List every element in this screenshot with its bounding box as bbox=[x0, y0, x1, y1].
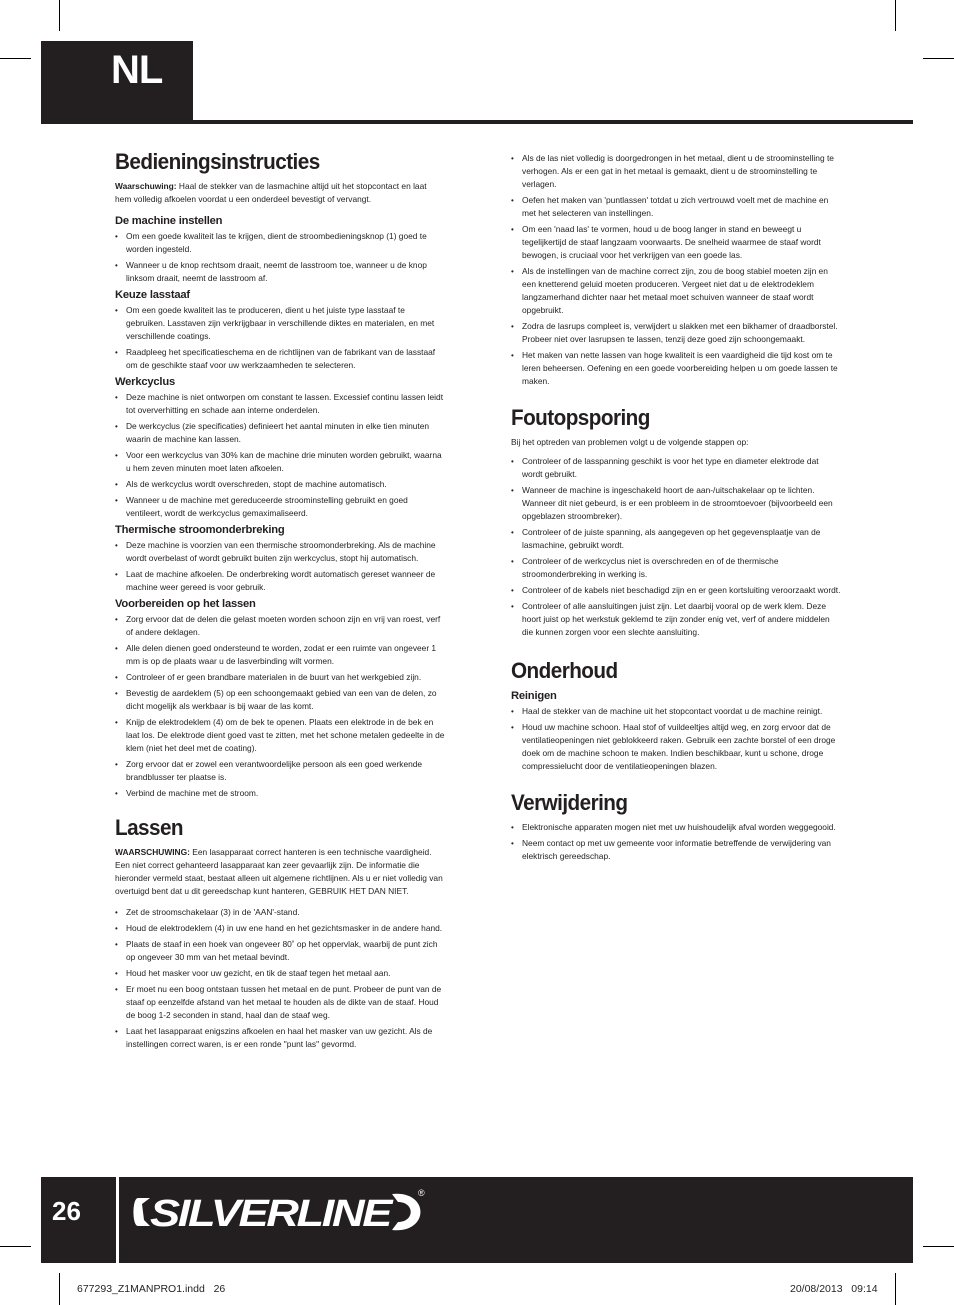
list-foutopsporing bbox=[511, 455, 841, 639]
silverline-logo-graphic bbox=[130, 1186, 430, 1238]
crop-mark bbox=[923, 1246, 954, 1247]
right-column bbox=[511, 152, 841, 866]
list-item: • De werkcyclus (zie specificaties) definieert het aantal minuten in elke tien minuten waarin de machine kan lassen. bbox=[115, 420, 445, 446]
section-title-verwijdering: Verwijdering bbox=[511, 790, 628, 815]
list-item: • Deze machine is voorzien van een thermische stroomonderbreking. Als de machine wordt overbelast of wordt gebruikt buiten zijn werkcyclus, stopt hij automatisch. bbox=[115, 539, 445, 565]
section-title-bedieningsinstructies: Bedieningsinstructies bbox=[115, 149, 320, 174]
list-item: • Alle delen dienen goed ondersteund te worden, zodat er een ruimte van ongeveer 1 mm is op de plaats waar u de lasverbinding wilt vormen. bbox=[115, 642, 445, 668]
list-item: • Zorg ervoor dat de delen die gelast moeten worden schoon zijn en vrij van roest, verf of andere deklagen. bbox=[115, 613, 445, 639]
list-thermische bbox=[115, 539, 445, 594]
list-item: • Zorg ervoor dat er zowel een verantwoordelijke persoon als een goed werkende brandblusser ter plaatse is. bbox=[115, 758, 445, 784]
list-item: • Houd uw machine schoon. Haal stof of vuildeeltjes altijd weg, en zorg ervoor dat de ventilatieopeningen niet geblokkeerd raken. Gebruik een zachte borstel of een droge doek om de machine schoon te maken. Indien beschikbaar, kunt u schone, droge compressielucht door de ventilatieopeningen blazen. bbox=[511, 721, 841, 773]
header-rule bbox=[41, 120, 913, 124]
list-lassen-continued bbox=[511, 152, 841, 388]
list-item: • Controleer of de werkcyclus niet is overschreden en of de thermische stroomonderbreking in werking is. bbox=[511, 555, 841, 581]
list-item: • Als de las niet volledig is doorgedrongen in het metaal, dient u de stroominstelling te verhogen. Als er een gat in het metaal is gemaakt, dient u de stroominstelling te verlagen. bbox=[511, 152, 841, 191]
list-item: • Controleer of de kabels niet beschadigd zijn en er geen kortsluiting veroorzaakt wordt. bbox=[511, 584, 841, 597]
warning-text: Haal de stekker van de lasmachine altijd uit het stopcontact en laat hem volledig afkoelen voordat u een onderdeel bevestigt of vervangt. bbox=[115, 181, 427, 204]
list-item: • Controleer of er geen brandbare materialen in de buurt van het werkgebied zijn. bbox=[115, 671, 445, 684]
list-item: • Controleer of alle aansluitingen juist zijn. Let daarbij vooral op de werk klem. Deze hoort juist op het werkstuk geklemd te zijn zonder enig vet, verf of andere middelen die kunnen zorgen voor een slechte aansluiting. bbox=[511, 600, 841, 639]
crop-mark bbox=[0, 58, 31, 59]
list-onderhoud bbox=[511, 705, 841, 773]
crop-mark bbox=[59, 0, 60, 31]
list-item: • Houd de elektrodeklem (4) in uw ene hand en het gezichtsmasker in de andere hand. bbox=[115, 922, 445, 935]
section-title-onderhoud: Onderhoud bbox=[511, 658, 618, 683]
list-item: • Als de instellingen van de machine correct zijn, zou de boog stabiel moeten zijn en een knetterend geluid moeten produceren. Vergeet niet dat u de elektrodeklem langzamerhand dichter naar het metaal moet schuiven wanneer de staaf wordt opgebruikt. bbox=[511, 265, 841, 317]
list-item: • Laat het lasapparaat enigszins afkoelen en haal het masker van uw gezicht. Als de instellingen correct waren, is er een ronde "punt las" gevormd. bbox=[115, 1025, 445, 1051]
list-item: • Plaats de staaf in een hoek van ongeveer 80˚ op het oppervlak, waarbij de punt zich op ongeveer 30 mm van het metaal bevindt. bbox=[115, 938, 445, 964]
lassen-warning-text: Een lasapparaat correct hanteren is een technische vaardigheid. Een niet correct gehanteerd lasapparaat kan zeer gevaarlijk zijn. De informatie die hieronder vermeld staat, bestaat alleen uit algemene richtlijnen. Als u er niet volledig van overtuigd bent dat u dit gereedschap kunt hanteren, GEBRUIK HET DAN NIET. bbox=[115, 847, 443, 896]
crop-mark bbox=[895, 1273, 896, 1305]
list-item: • Wanneer u de knop rechtsom draait, neemt de lasstroom toe, wanneer u de knop linksom draait, neemt de lasstroom af. bbox=[115, 259, 445, 285]
list-item: • Elektronische apparaten mogen niet met uw huishoudelijk afval worden weggegooid. bbox=[511, 821, 841, 834]
list-item: • Zodra de lasrups compleet is, verwijdert u slakken met een bikhamer of draadborstel. Probeer niet over lasrupsen te lassen, tenzij deze goed zijn schoongemaakt. bbox=[511, 320, 841, 346]
list-item: • Er moet nu een boog ontstaan tussen het metaal en de punt. Probeer de punt van de staaf op eenzelfde afstand van het metaal te houden als de dikte van de staaf. Houd de boog 1-2 seconden in stand, haal dan de staaf weg. bbox=[115, 983, 445, 1022]
subheading-machine: De machine instellen bbox=[115, 215, 223, 227]
list-item: • Wanneer u de machine met gereduceerde stroominstelling gebruikt en goed ventileert, wordt de werkcyclus gemaximaliseerd. bbox=[115, 494, 445, 520]
section-title-foutopsporing: Foutopsporing bbox=[511, 405, 650, 430]
lassen-warning-label: WAARSCHUWING: bbox=[115, 847, 190, 857]
list-item: • Bevestig de aardeklem (5) op een schoongemaakt gebied van een van de delen, zo dicht mogelijk als werkbaar is bij waar de las komt. bbox=[115, 687, 445, 713]
subheading-thermische: Thermische stroomonderbreking bbox=[115, 524, 285, 536]
list-verwijdering bbox=[511, 821, 841, 863]
list-item: • Om een goede kwaliteit las te produceren, dient u het juiste type lasstaaf te gebruiken. Lasstaven zijn verkrijgbaar in verschillende diktes en materialen, en met verschillende coatings. bbox=[115, 304, 445, 343]
crop-mark bbox=[923, 58, 954, 59]
list-item: • Om een goede kwaliteit las te krijgen, dient de stroombedieningsknop (1) goed te worden ingesteld. bbox=[115, 230, 445, 256]
list-item: • Verbind de machine met de stroom. bbox=[115, 787, 445, 800]
language-tab bbox=[41, 41, 193, 124]
subheading-werkcyclus: Werkcyclus bbox=[115, 376, 175, 388]
footer-datetime: 20/08/2013 09:14 bbox=[790, 1283, 878, 1295]
subheading-voorbereiden: Voorbereiden op het lassen bbox=[115, 598, 256, 610]
logo-wordmark: SILVERLINE bbox=[150, 1193, 395, 1235]
crop-mark bbox=[59, 1273, 60, 1305]
crop-mark bbox=[895, 0, 896, 31]
lassen-warning-paragraph bbox=[115, 846, 445, 898]
list-item: • Knijp de elektrodeklem (4) om de bek te openen. Plaats een elektrode in de bek en laat los. De elektrode dient goed vast te zitten, met het schone metalen gedeelte in de klem (niet het deel met de coating). bbox=[115, 716, 445, 755]
list-item: • Wanneer de machine is ingeschakeld hoort de aan-/uitschakelaar op te lichten. Wanneer dit niet gebeurd, is er een probleem in de stroomtoevoer (bijvoorbeeld een opgeblazen stroombreker). bbox=[511, 484, 841, 523]
list-item: • Raadpleeg het specificatieschema en de richtlijnen van de fabrikant van de lasstaaf om de geschikte staaf voor uw werkzaamheden te selecteren. bbox=[115, 346, 445, 372]
warning-paragraph bbox=[115, 180, 445, 206]
list-item: • Controleer of de lasspanning geschikt is voor het type en diameter elektrode dat wordt gebruikt. bbox=[511, 455, 841, 481]
list-voorbereiden bbox=[115, 613, 445, 800]
page-number: 26 bbox=[52, 1196, 81, 1226]
list-item: • Oefen het maken van 'puntlassen' totdat u zich vertrouwd voelt met de machine en met het selecteren van instellingen. bbox=[511, 194, 841, 220]
list-werkcyclus bbox=[115, 391, 445, 520]
section-title-lassen: Lassen bbox=[115, 815, 184, 840]
list-item: • Zet de stroomschakelaar (3) in de 'AAN'-stand. bbox=[115, 906, 445, 919]
subheading-reinigen: Reinigen bbox=[511, 690, 557, 702]
list-item: • Het maken van nette lassen van hoge kwaliteit is een vaardigheid die tijd kost om te leren beheersen. Oefening en een goede voorbereiding helpen u om goede lassen te maken. bbox=[511, 349, 841, 388]
list-item: • Om een 'naad las' te vormen, houd u de boog langer in stand en beweegt u tegelijkertijd de staaf langzaam voorwaarts. De snelheid waarmee de staaf wordt bewogen, is cruciaal voor het verkrijgen van een goede las. bbox=[511, 223, 841, 262]
crop-mark bbox=[0, 1246, 31, 1247]
list-item: • Haal de stekker van de machine uit het stopcontact voordat u de machine reinigt. bbox=[511, 705, 841, 718]
footer-file-info: 677293_Z1MANPRO1.indd 26 bbox=[77, 1283, 226, 1295]
list-item: • Voor een werkcyclus van 30% kan de machine drie minuten worden gebruikt, waarna u hem zeven minuten moet laten afkoelen. bbox=[115, 449, 445, 475]
warning-label: Waarschuwing: bbox=[115, 181, 177, 191]
list-lassen bbox=[115, 906, 445, 1051]
silverline-logo bbox=[130, 1186, 430, 1243]
list-item: • Deze machine is niet ontworpen om constant te lassen. Excessief continu lassen leidt tot oververhitting en schade aan interne onderdelen. bbox=[115, 391, 445, 417]
list-machine bbox=[115, 230, 445, 285]
registered-mark: ® bbox=[418, 1188, 425, 1198]
list-item: • Houd het masker voor uw gezicht, en tik de staaf tegen het metaal aan. bbox=[115, 967, 445, 980]
left-column bbox=[115, 148, 445, 1054]
list-item: • Laat de machine afkoelen. De onderbreking wordt automatisch gereset wanneer de machine weer gereed is voor gebruik. bbox=[115, 568, 445, 594]
list-item: • Controleer of de juiste spanning, als aangegeven op het gegevensplaatje van de lasmachine, gebruikt wordt. bbox=[511, 526, 841, 552]
list-item: • Als de werkcyclus wordt overschreden, stopt de machine automatisch. bbox=[115, 478, 445, 491]
foutopsporing-intro: Bij het optreden van problemen volgt u de volgende stappen op: bbox=[511, 437, 749, 447]
language-code: NL bbox=[111, 48, 163, 92]
list-item: • Neem contact op met uw gemeente voor informatie betreffende de verwijdering van elektrisch gereedschap. bbox=[511, 837, 841, 863]
subheading-keuze: Keuze lasstaaf bbox=[115, 289, 190, 301]
list-keuze bbox=[115, 304, 445, 372]
